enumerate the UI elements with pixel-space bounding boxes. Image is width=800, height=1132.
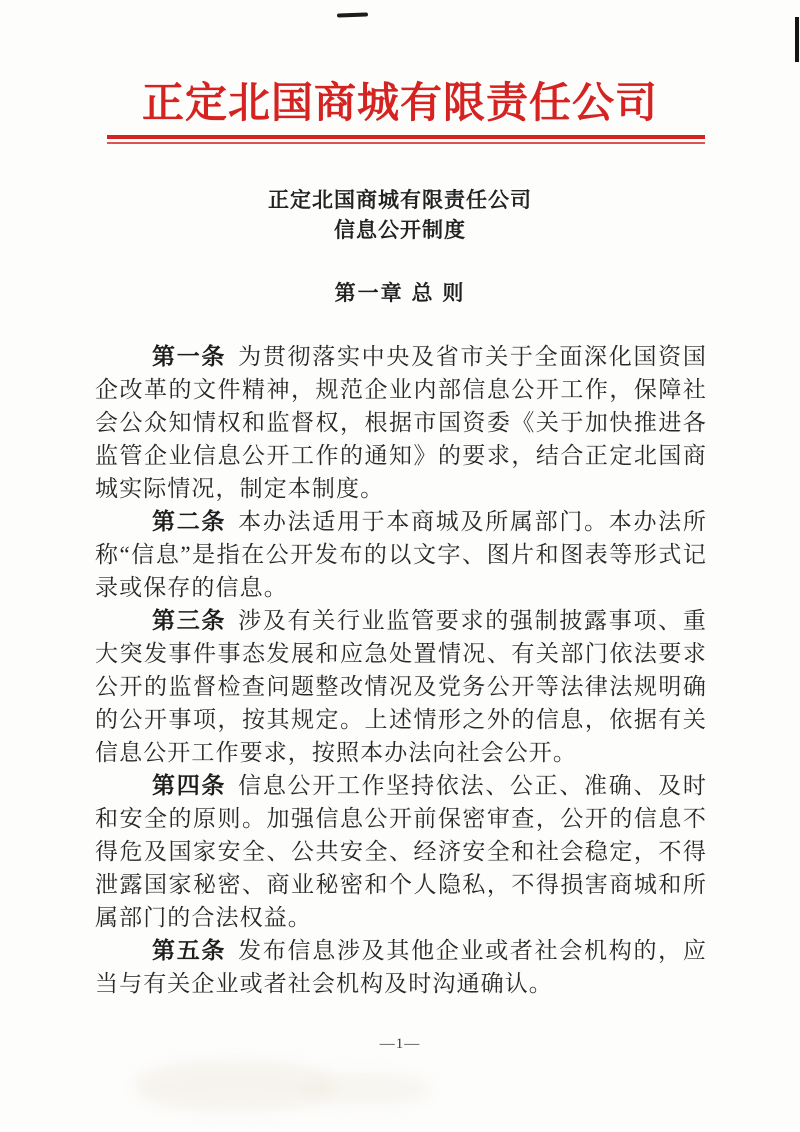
scan-bleedthrough-ghost-small: [300, 1072, 430, 1106]
article-text: 信息公开工作坚持依法、公正、准确、及时和安全的原则。加强信息公开前保密审查，公开的信息不得危及国家安全、公共安全、经济安全和社会稳定，不得泄露国家秘密、商业秘密和个人隐私，不得损害商城和所属部门的合法权益。: [95, 773, 707, 930]
article-number: 第五条: [152, 937, 227, 963]
page-number: —1—: [379, 1036, 421, 1052]
article-text: 发布信息涉及其他企业或者社会机构的，应当与有关企业或者社会机构及时沟通确认。: [95, 938, 707, 996]
article-number: 第二条: [152, 508, 227, 534]
document-title: [0, 185, 800, 245]
document-title-line2: 信息公开制度: [334, 218, 466, 242]
document-title-line1: 正定北国商城有限责任公司: [268, 188, 532, 212]
article-text: 本办法适用于本商城及所属部门。本办法所称“信息”是指在公开发布的以文字、图片和图表等形式记录或保存的信息。: [95, 509, 707, 600]
scan-artifact-dash: [337, 12, 368, 17]
article-paragraph: [95, 340, 707, 505]
article-number: 第四条: [152, 772, 227, 798]
letterhead-divider: [107, 135, 705, 144]
letterhead-company-name: 正定北国商城有限责任公司: [141, 81, 658, 127]
letterhead-divider-thick-line: [107, 135, 705, 139]
scan-artifact-edge-line: [795, 17, 799, 62]
article-text: 涉及有关行业监管要求的强制披露事项、重大突发事件事态发展和应急处置情况、有关部门依法要求公开的监督检查问题整改情况及党务公开等法律法规明确的公开事项，按其规定。上述情形之外的信息，依据有关信息公开工作要求，按照本办法向社会公开。: [95, 608, 707, 765]
article-paragraph: [95, 934, 707, 1000]
article-paragraph: [95, 604, 707, 769]
article-number: 第三条: [152, 607, 227, 633]
article-paragraph: [95, 505, 707, 604]
chapter-heading: 第一章 总 则: [334, 282, 466, 305]
letterhead-divider-thin-line: [107, 142, 705, 144]
document-body: [95, 340, 707, 1000]
article-number: 第一条: [152, 343, 227, 369]
article-text: 为贯彻落实中央及省市关于全面深化国资国企改革的文件精神，规范企业内部信息公开工作，保障社会公众知情权和监督权，根据市国资委《关于加快推进各监管企业信息公开工作的通知》的要求，结合正定北国商城实际情况，制定本制度。: [95, 344, 707, 501]
article-paragraph: [95, 769, 707, 934]
